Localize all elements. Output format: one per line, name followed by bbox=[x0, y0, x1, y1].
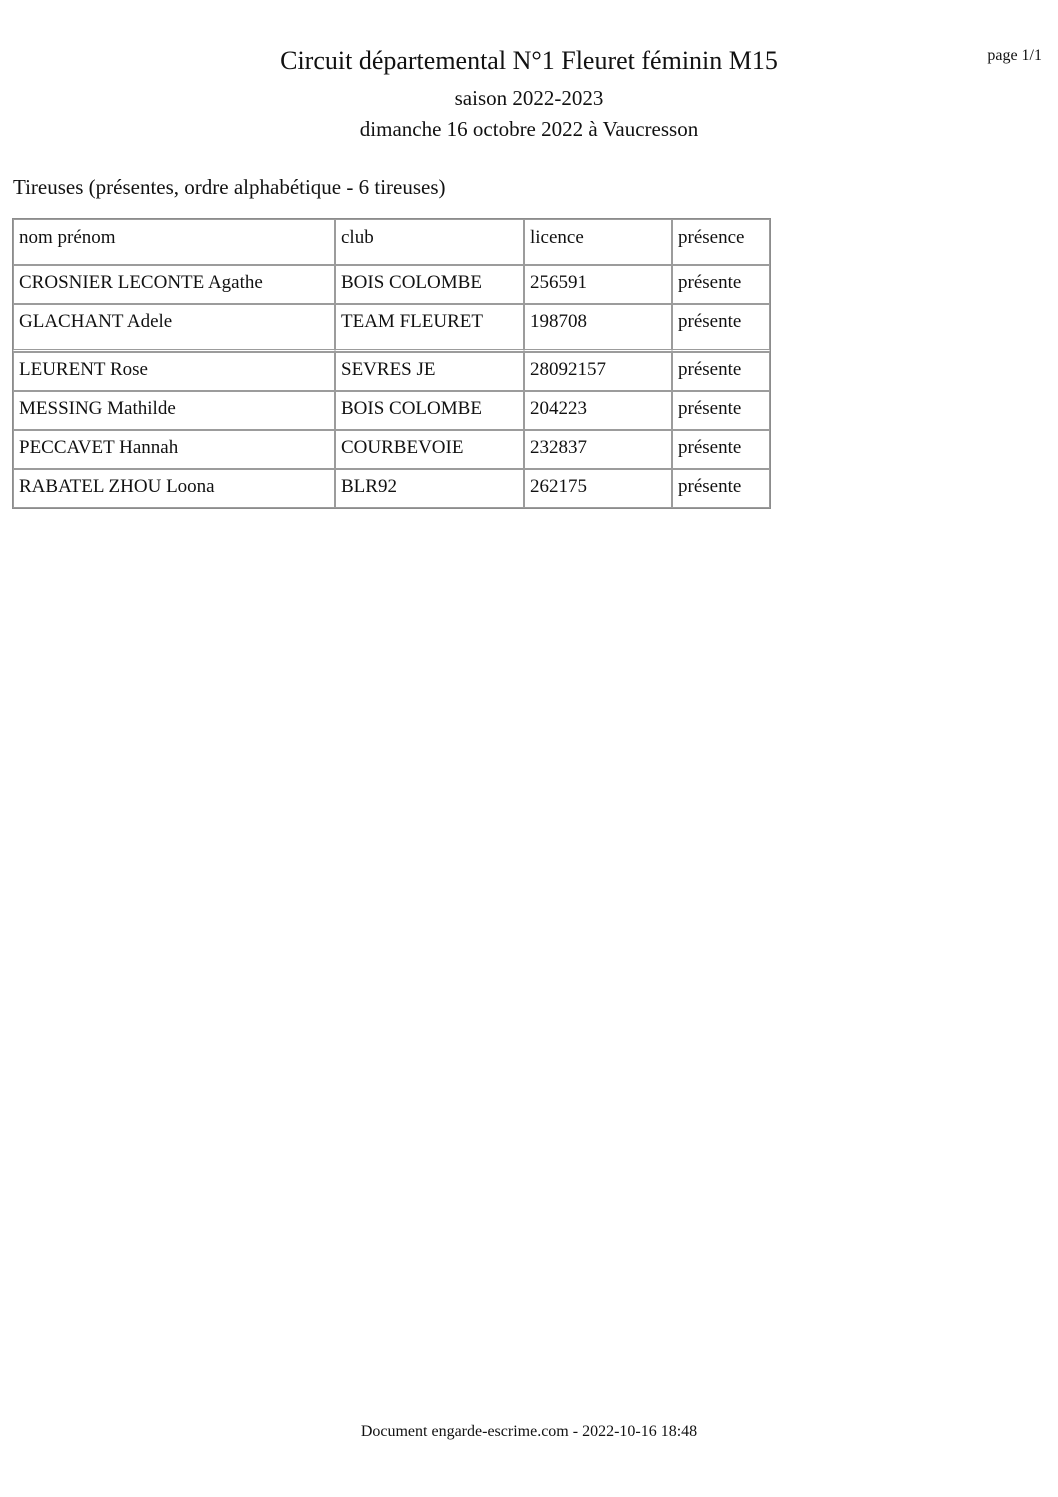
table-row bbox=[13, 265, 770, 304]
cell-name: CROSNIER LECONTE Agathe bbox=[13, 265, 335, 304]
page-number: page 1/1 bbox=[987, 47, 1042, 64]
cell-presence: présente bbox=[672, 391, 770, 430]
table-header-row bbox=[13, 219, 770, 265]
column-header-licence: licence bbox=[524, 219, 672, 265]
cell-club: TEAM FLEURET bbox=[335, 304, 524, 352]
cell-licence: 232837 bbox=[524, 430, 672, 469]
table-row bbox=[13, 430, 770, 469]
cell-name: PECCAVET Hannah bbox=[13, 430, 335, 469]
document-title: Circuit départemental N°1 Fleuret féminin M15 bbox=[280, 46, 778, 75]
cell-licence: 256591 bbox=[524, 265, 672, 304]
table-row bbox=[13, 391, 770, 430]
column-header-name: nom prénom bbox=[13, 219, 335, 265]
cell-licence: 204223 bbox=[524, 391, 672, 430]
date-place-subtitle: dimanche 16 octobre 2022 à Vaucresson bbox=[359, 117, 699, 141]
table-row bbox=[13, 304, 770, 352]
cell-presence: présente bbox=[672, 430, 770, 469]
section-title: Tireuses (présentes, ordre alphabétique - 6 tireuses) bbox=[13, 175, 446, 199]
cell-presence: présente bbox=[672, 352, 770, 391]
cell-name: MESSING Mathilde bbox=[13, 391, 335, 430]
cell-club: BOIS COLOMBE bbox=[335, 391, 524, 430]
cell-licence: 28092157 bbox=[524, 352, 672, 391]
season-subtitle: saison 2022-2023 bbox=[454, 86, 604, 110]
cell-presence: présente bbox=[672, 469, 770, 508]
cell-club: BOIS COLOMBE bbox=[335, 265, 524, 304]
table-row bbox=[13, 469, 770, 508]
cell-club: BLR92 bbox=[335, 469, 524, 508]
cell-presence: présente bbox=[672, 304, 770, 352]
cell-name: RABATEL ZHOU Loona bbox=[13, 469, 335, 508]
column-header-presence: présence bbox=[672, 219, 770, 265]
cell-licence: 262175 bbox=[524, 469, 672, 508]
document-footer: Document engarde-escrime.com - 2022-10-16 18:48 bbox=[360, 1423, 698, 1440]
cell-presence: présente bbox=[672, 265, 770, 304]
cell-licence: 198708 bbox=[524, 304, 672, 352]
cell-name: GLACHANT Adele bbox=[13, 304, 335, 352]
column-header-club: club bbox=[335, 219, 524, 265]
cell-name: LEURENT Rose bbox=[13, 352, 335, 391]
cell-club: SEVRES JE bbox=[335, 352, 524, 391]
cell-club: COURBEVOIE bbox=[335, 430, 524, 469]
table-row bbox=[13, 352, 770, 391]
fencers-table bbox=[12, 218, 771, 509]
